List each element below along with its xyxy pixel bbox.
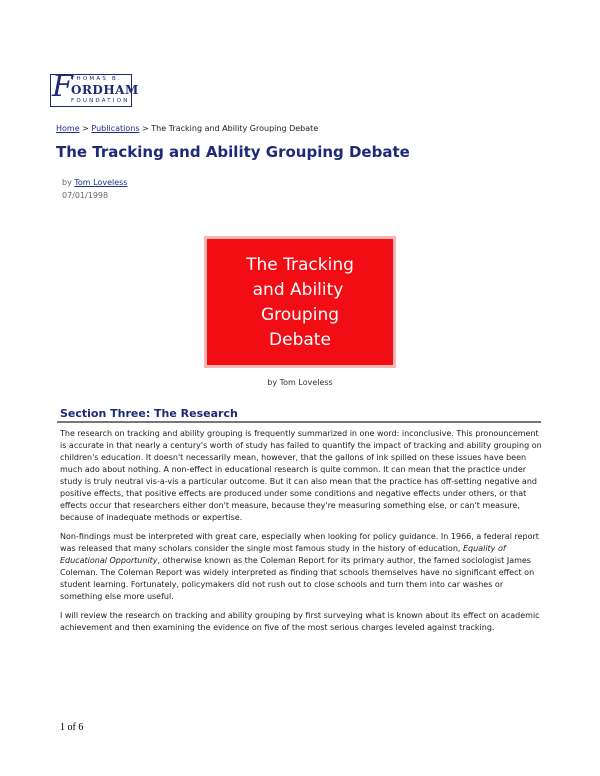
section-divider <box>57 421 541 423</box>
breadcrumb-home-link[interactable]: Home <box>56 124 80 133</box>
logo-line-main: ORDHAM <box>71 83 139 97</box>
report-title: Equality of Educational Opportunity <box>60 544 506 565</box>
paragraph <box>60 531 542 603</box>
section-title: Section Three: The Research <box>60 407 238 420</box>
breadcrumb-separator: > <box>79 124 92 133</box>
paragraph-text: , otherwise known as the Coleman Report for its primary author, the famed sociologist James Coleman. The Coleman Report was widely interpreted as finding that schools themselves have no significant effect on student learning. Fortunately, policymakers did not rush out to close schools and turn them into car washes or something else more useful. <box>60 556 535 601</box>
article-body <box>60 428 542 641</box>
publication-date: 07/01/1998 <box>62 191 109 200</box>
page-title: The Tracking and Ability Grouping Debate <box>56 143 410 161</box>
breadcrumb-publications-link[interactable]: Publications <box>91 124 140 133</box>
logo-letter: F <box>52 69 73 104</box>
author-link[interactable]: Tom Loveless <box>74 178 128 187</box>
cover-line: and Ability <box>252 280 344 300</box>
cover-title <box>207 253 393 353</box>
image-caption: by Tom Loveless <box>267 378 333 387</box>
page-number: 1 of 6 <box>60 722 84 733</box>
paragraph-text: Non-findings must be interpreted with great care, especially when looking for policy guidance. In 1966, a federal report was released that many scholars consider the single most famous study in the history of education, <box>60 532 539 553</box>
fordham-logo[interactable] <box>50 69 139 107</box>
byline <box>62 178 127 187</box>
logo-line-top: THOMAS B. <box>71 76 122 82</box>
byline-prefix: by <box>62 178 75 187</box>
cover-line: Debate <box>269 330 331 350</box>
logo-line-bottom: FOUNDATION <box>71 98 130 104</box>
paragraph: I will review the research on tracking and ability grouping by first surveying what is known about its effect on academic achievement and then examining the evidence on five of the most serious charges leveled against tracking. <box>60 611 540 632</box>
cover-line: Grouping <box>260 305 340 325</box>
breadcrumb <box>56 124 318 133</box>
breadcrumb-current: The Tracking and Ability Grouping Debate <box>151 124 319 133</box>
paragraph: The research on tracking and ability grouping is frequently summarized in one word: inconclusive. This pronouncement is accurate in that nearly a century's worth of study has failed to quantify the impact of tracking and ability grouping on children's education. It doesn't necessarily mean, however, that the gallons of ink spilled on these issues have been much ado about nothing. A non-effect in educational research is quite common. It can mean that the practice under study is truly neutral vis-a-vis a particular outcome. But it can also mean that the practice has off-setting negative and positive effects, that positive effects are produced under some conditions and negative effects under others, or that effects occur that researchers either don't measure, because they're measuring something else, or can't measure, because of inadequate methods or expertise. <box>60 429 542 522</box>
breadcrumb-separator: > <box>139 124 152 133</box>
cover-image <box>204 236 396 368</box>
cover-line: The Tracking <box>246 255 354 275</box>
